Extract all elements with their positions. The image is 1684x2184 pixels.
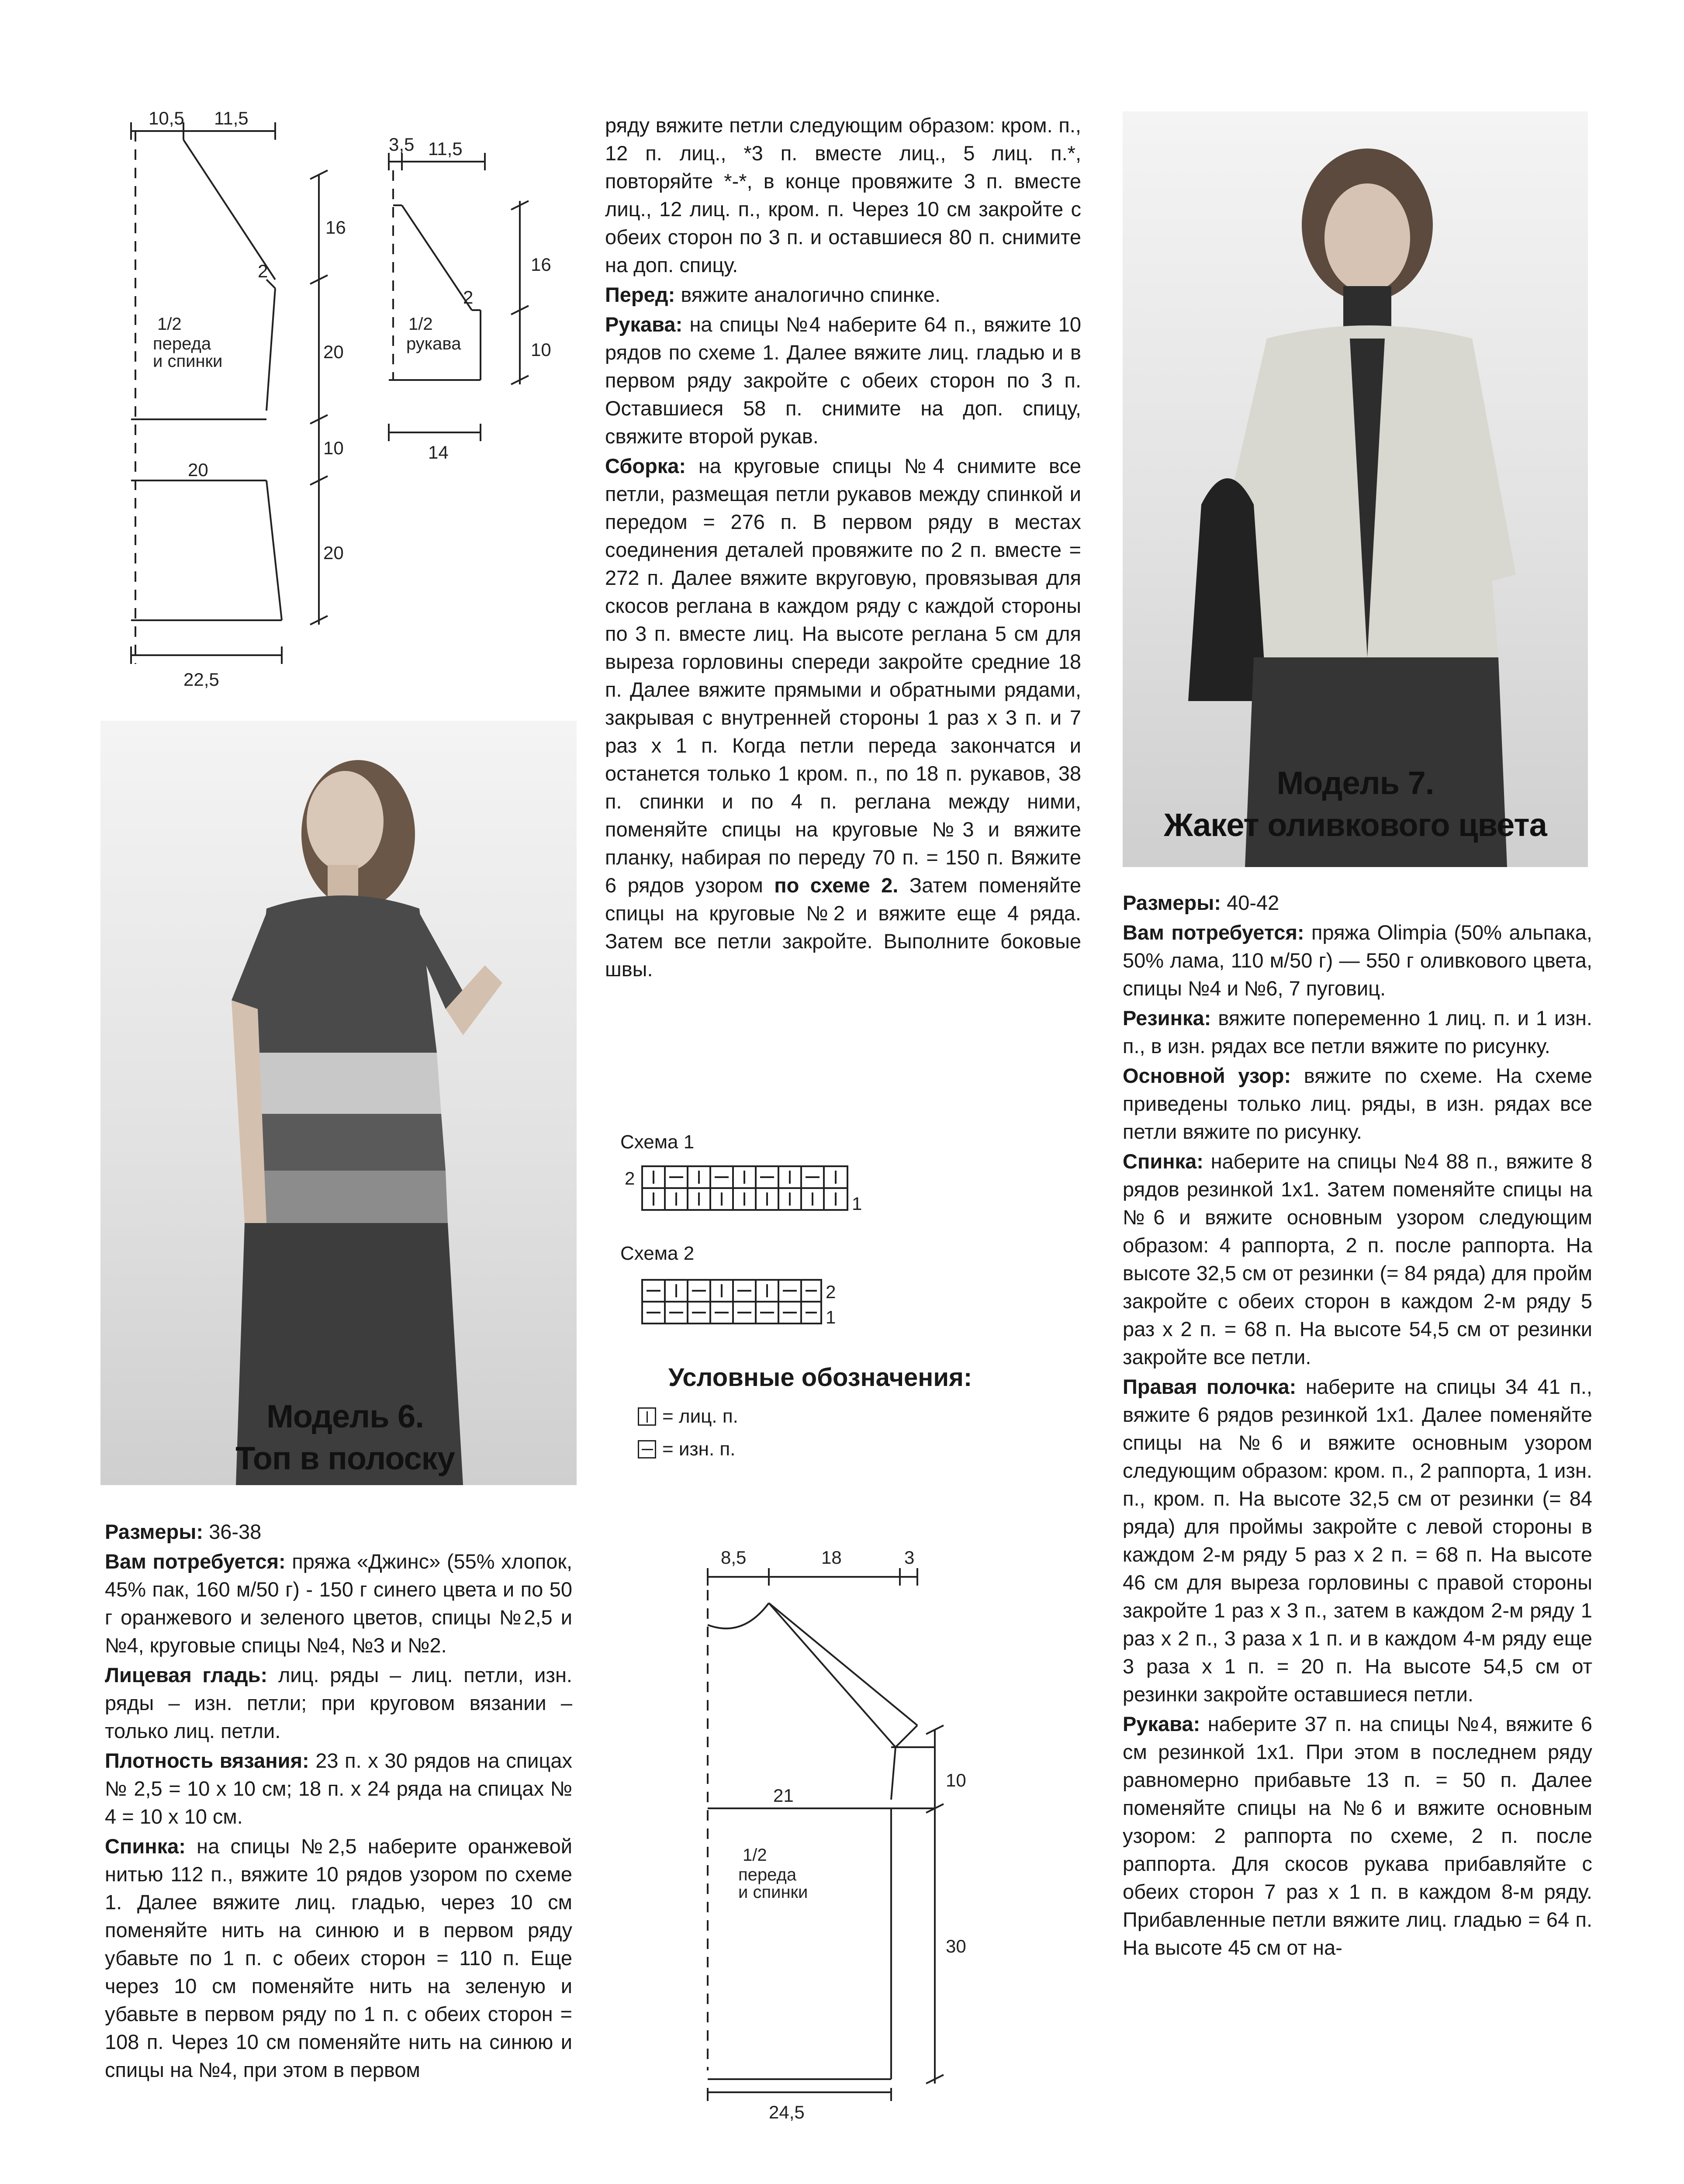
- scheme1-row2: 2: [625, 1168, 635, 1189]
- m6-dim-245: 24,5: [769, 2102, 805, 2122]
- model7-figure: [1123, 111, 1588, 867]
- m7-sizes-heading: Размеры:: [1123, 891, 1221, 914]
- middle-column-text: [605, 111, 1081, 985]
- model6-text: [105, 1518, 572, 2086]
- dim-mid-20: 20: [188, 460, 208, 480]
- m7-sizes: 40-42: [1221, 891, 1279, 914]
- model7-text: [1123, 889, 1592, 1963]
- m7-rib: вяжите попеременно 1 лиц. п. и 1 изн. п., в изн. рядах все петли вяжите по рисунку.: [1123, 1006, 1592, 1057]
- m7-right-front: наберите на спицы 34 41 п., вяжите 6 рядов резинкой 1х1. Далее поменяйте спицы на №6 и вяжите основным узором следующим образом: кром. п., 2 раппорта, 1 изн. п., кром. п. На высоте 32,5 см от резинки (= 84 ряда) для проймы закройте с левой стороны в каждом 2-м ряду 5 раз х 2 п. = 68 п. На высоте 46 см для выреза горловины с правой стороны закройте 1 раз х 3 п., затем в каждом 2-м ряду 1 раз х 2 п., 3 раза х 1 п. и в каждом 4-м ряду еще 3 раза х 1 п. = 20 п. На высоте 54,5 см от резинки закройте оставшиеся петли.: [1123, 1375, 1592, 1706]
- legend-knit: [638, 1404, 738, 1429]
- sleeves-text: на спицы №4 наберите 64 п., вяжите 10 рядов по схеме 1. Далее вяжите лиц. гладью и в первом ряду закройте с обеих сторон по 3 п. Оставшиеся 58 п. снимите на доп. спицу, свяжите второй рукав.: [605, 313, 1081, 448]
- dim-right-10: 10: [323, 438, 344, 458]
- m6-label-back: и спинки: [738, 1883, 808, 1902]
- m6-dim-85: 8,5: [721, 1547, 747, 1568]
- m6-label-fraction: 1/2: [743, 1845, 767, 1865]
- model7-caption: [1123, 762, 1588, 846]
- model6-photo: [100, 721, 577, 1485]
- m7-sleeves: наберите 37 п. на спицы №4, вяжите 6 см резинкой 1х1. При этом в последнем ряду равномерно прибавьте 13 п. = 50 п. Далее поменяйте спицы на №6 и вяжите основным узором: 2 раппорта по схеме, 2 п. после раппорта. Для скосов рукава прибавляйте с обеих сторон 7 раз х 1 п. в каждом 8-м ряду. Прибавленные петли вяжите лиц. гладью = 64 п. На высоте 45 см от на-: [1123, 1712, 1592, 1959]
- purl-symbol-icon: [638, 1440, 656, 1458]
- m6-gauge-heading: Плотность вязания:: [105, 1749, 309, 1772]
- m7-sleeves-heading: Рукава:: [1123, 1712, 1200, 1735]
- legend-title: Условные обозначения:: [668, 1363, 972, 1392]
- scheme2-title: Схема 2: [620, 1243, 695, 1264]
- m6-materials-heading: Вам потребуется:: [105, 1550, 286, 1573]
- m6-dim-30: 30: [946, 1936, 966, 1956]
- m7-right-front-heading: Правая полочка:: [1123, 1375, 1297, 1398]
- model6-caption-line1: Модель 6.: [266, 1398, 424, 1434]
- middle-para-1: ряду вяжите петли следующим образом: кром. п., 12 п. лиц., *3 п. вместе лиц., 5 лиц. п.*, повторяйте *-*, в конце провяжите 3 п. вместе лиц., 12 лиц. п., кром. п. Через 10 см закройте с обеих сторон по 3 п. и оставшиеся 80 п. снимите на доп. спицу.: [605, 114, 1081, 276]
- m6-dim-18: 18: [821, 1547, 842, 1568]
- legend-purl: [638, 1437, 735, 1462]
- scheme2-grid: [616, 1271, 861, 1337]
- dim-step: 2: [258, 261, 268, 281]
- model6-caption-line2: Топ в полоску: [235, 1440, 455, 1476]
- legend-knit-text: = лиц. п.: [662, 1406, 738, 1427]
- scheme2-row2: 2: [826, 1282, 836, 1302]
- m6-back: на спицы №2,5 наберите оранжевой нитью 112 п., вяжите 10 рядов узором по схеме 1. Далее вяжите лиц. гладью, через 10 см поменяйте нить на синюю и в первом ряду убавьте по 1 п. с обеих сторон = 110 п. Еще через 10 см поменяйте нить на зеленую и убавьте в первом ряду по 1 п. с обеих сторон = 108 п. Через 10 см поменяйте нить на синюю и спицы на №4, при этом в первом: [105, 1835, 572, 2081]
- m7-back: наберите на спицы №4 88 п., вяжите 8 рядов резинкой 1х1. Затем поменяйте спицы на №6 и вяжите основным узором следующим образом: 4 раппорта, 2 п. после раппорта. На высоте 32,5 см от резинки (= 84 ряда) для пройм закройте с обеих сторон в каждом 2-м ряду 5 раз х 2 п. = 68 п. На высоте 54,5 см от резинки закройте все петли.: [1123, 1150, 1592, 1368]
- sleeve-dim-step: 2: [463, 287, 474, 308]
- label-front: переда: [153, 334, 211, 353]
- sleeve-dim-16: 16: [531, 254, 551, 275]
- scheme2-row1: 1: [826, 1307, 836, 1327]
- model7-caption-line2: Жакет оливкового цвета: [1164, 807, 1547, 843]
- dim-right-20b: 20: [323, 543, 344, 563]
- m6-sizes: 36-38: [203, 1520, 262, 1543]
- m7-back-heading: Спинка:: [1123, 1150, 1203, 1173]
- m6-gauge: 23 п. х 30 рядов на спицах № 2,5 = 10 х 10 см; 18 п. х 24 ряда на спицах № 4 = 10 х 10 см.: [105, 1749, 572, 1828]
- m6-sizes-heading: Размеры:: [105, 1520, 204, 1543]
- m6-dim-10: 10: [946, 1770, 966, 1790]
- front-text: вяжите аналогично спинке.: [675, 283, 941, 306]
- m7-pattern-heading: Основной узор:: [1123, 1064, 1291, 1087]
- m6-materials: пряжа «Джинс» (55% хлопок, 45% пак, 160 м/50 г) - 150 г синего цвета и по 50 г оранжевого и зеленого цветов, спицы №2,5 и №4, круговые спицы №4, №3 и №2.: [105, 1550, 572, 1657]
- label-fraction: 1/2: [157, 314, 182, 334]
- m6-dim-21: 21: [773, 1785, 794, 1806]
- sleeves-heading: Рукава:: [605, 313, 683, 336]
- dim-top-left: 10,5: [149, 108, 184, 128]
- label-back: и спинки: [153, 352, 223, 371]
- model6-figure: [100, 721, 577, 1485]
- m6-stockinette-heading: Лицевая гладь:: [105, 1663, 268, 1686]
- m7-materials-heading: Вам потребуется:: [1123, 921, 1304, 944]
- m7-materials: пряжа Olimpia (50% альпака, 50% лама, 110 м/50 г) — 550 г оливкового цвета, спицы №4 и №6, 7 пуговиц.: [1123, 921, 1592, 1000]
- sleeve-dim-top: 11,5: [428, 138, 463, 159]
- m6-dim-3: 3: [904, 1547, 915, 1568]
- assembly-heading: Сборка:: [605, 454, 686, 477]
- sleeve-schematic: [376, 127, 572, 467]
- model7-caption-line1: Модель 7.: [1276, 765, 1434, 801]
- model6-schematic: [690, 1538, 987, 2122]
- model6-caption: [149, 1396, 542, 1479]
- knit-symbol-icon: [638, 1407, 656, 1426]
- dim-right-20a: 20: [323, 342, 344, 362]
- dim-top-right: 11,5: [214, 108, 249, 128]
- m6-stockinette: лиц. ряды – лиц. петли, изн. ряды – изн. петли; при круговом вязании – только лиц. петли.: [105, 1663, 572, 1742]
- dim-right-16: 16: [325, 217, 346, 238]
- scheme2-ref: по схеме 2.: [774, 874, 899, 897]
- scheme1-grid: [616, 1158, 861, 1223]
- sleeve-dim-left: 3,5: [389, 134, 415, 155]
- m7-pattern: вяжите по схеме. На схеме приведены только лиц. ряды, в изн. рядах все петли вяжите по рисунку.: [1123, 1064, 1592, 1143]
- front-back-schematic: [118, 105, 354, 690]
- m6-back-heading: Спинка:: [105, 1835, 186, 1858]
- model7-photo: [1123, 111, 1588, 867]
- assembly-text-end: Затем поменяйте спицы на круговые №2 и вяжите еще 4 ряда. Затем все петли закройте. Выполните боковые швы.: [605, 874, 1082, 981]
- assembly-text: на круговые спицы №4 снимите все петли, размещая петли рукавов между спинкой и передом = 276 п. В первом ряду в местах соединения деталей провяжите по 2 п. вместе = 272 п. Далее вяжите вкруговую, провязывая для скосов реглана в каждом ряду с каждой стороны по 3 п. вместе лиц. На высоте реглана 5 см для выреза горловины спереди закройте средние 18 п. Далее вяжите прямыми и обратными рядами, закрывая с внутренней стороны 1 раз х 3 п. и 7 раз х 1 п. Когда петли переда закончатся и останется только 1 кром. п., по 18 п. рукавов, 38 п. спинки и по 4 п. реглана между ними, поменяйте спицы на круговые №3 и вяжите планку, набирая по переду 70 п. = 150 п. Вяжите 6 рядов узором: [605, 454, 1081, 897]
- sleeve-dim-14: 14: [428, 442, 449, 463]
- sleeve-dim-10: 10: [531, 339, 551, 360]
- m6-label-front: переда: [738, 1865, 797, 1884]
- m7-rib-heading: Резинка:: [1123, 1006, 1211, 1030]
- sleeve-label-name: рукава: [406, 334, 461, 353]
- scheme1-row1: 1: [852, 1193, 862, 1214]
- sleeve-label-fraction: 1/2: [408, 314, 433, 334]
- dim-bottom: 22,5: [183, 669, 219, 690]
- legend-purl-text: = изн. п.: [662, 1438, 736, 1460]
- scheme1-title: Схема 1: [620, 1131, 695, 1153]
- front-heading: Перед:: [605, 283, 675, 306]
